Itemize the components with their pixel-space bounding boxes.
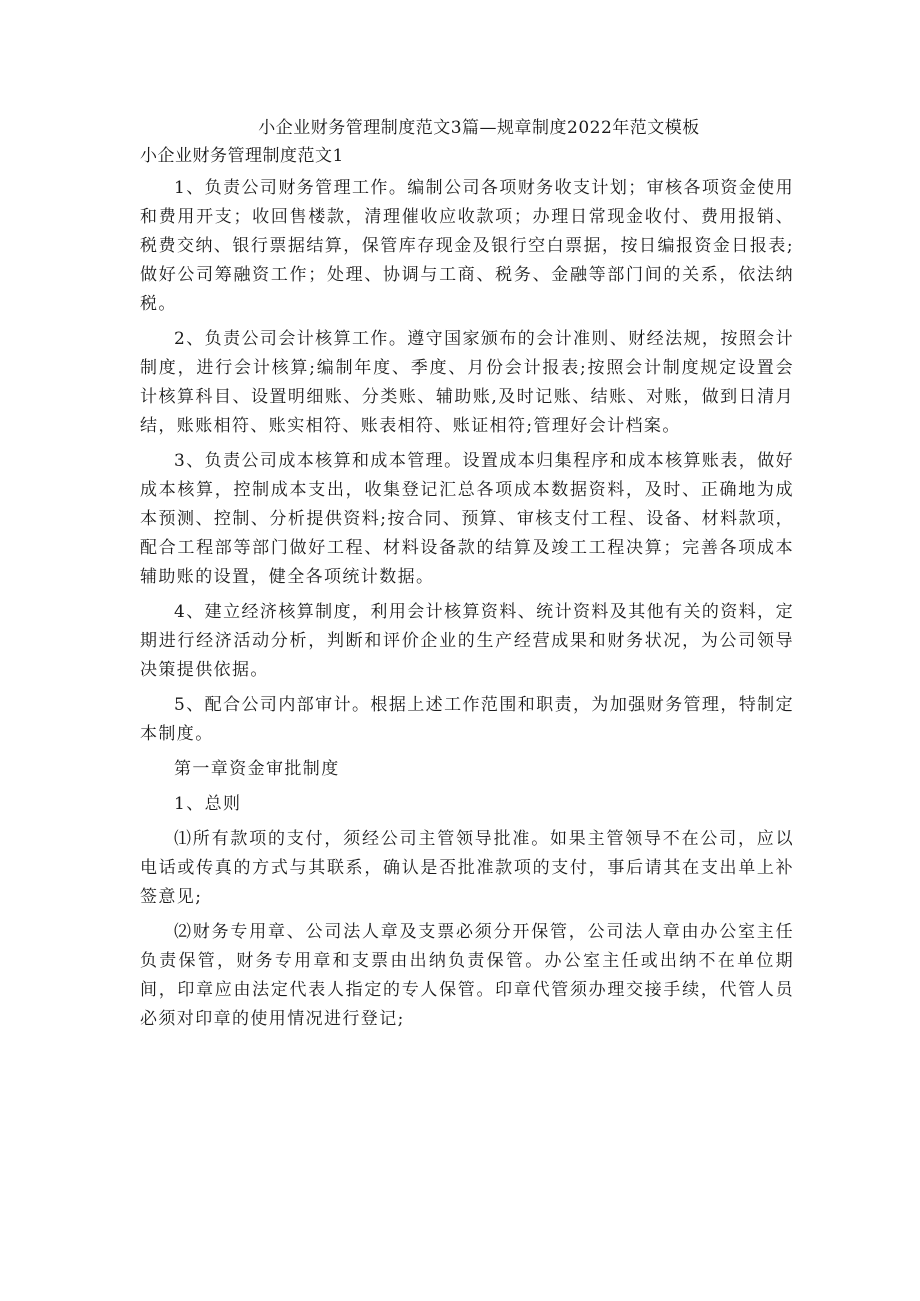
rule-2: ⑵财务专用章、公司法人章及支票必须分开保管，公司法人章由办公室主任负责保管，财务专用章和支票由出纳负责保管。办公室主任或出纳不在单位期间，印章应由法定代表人指定的专人保管。印章代管须办理交接手续，代管人员必须对印章的使用情况进行登记; [140,922,794,1029]
document-title: 小企业财务管理制度范文3篇—规章制度2022年范文模板 [258,118,700,138]
chapter-title: 第一章资金审批制度 [174,759,340,779]
paragraph-4: 4、建立经济核算制度，利用会计核算资料、统计资料及其他有关的资料，定期进行经济活动分析，判断和评价企业的生产经营成果和财务状况，为公司领导决策提供依据。 [140,602,794,680]
paragraph-2: 2、负责公司会计核算工作。遵守国家颁布的会计准则、财经法规，按照会计制度，进行会计核算;编制年度、季度、月份会计报表;按照会计制度规定设置会计核算科目、设置明细账、分类账、辅助账,及时记账、结账、对账，做到日清月结，账账相符、账实相符、账表相符、账证相符;管理好会计档案。 [140,329,794,436]
paragraph-5: 5、配合公司内部审计。根据上述工作范围和职责，为加强财务管理，特制定本制度。 [140,695,794,744]
subsection-title: 1、总则 [174,794,242,814]
rule-1: ⑴所有款项的支付，须经公司主管领导批准。如果主管领导不在公司，应以电话或传真的方式与其联系，确认是否批准款项的支付，事后请其在支出单上补签意见; [140,829,794,907]
section-title: 小企业财务管理制度范文1 [140,146,344,166]
document-page [140,114,794,1040]
paragraph-3: 3、负责公司成本核算和成本管理。设置成本归集程序和成本核算账表，做好成本核算，控制成本支出，收集登记汇总各项成本数据资料，及时、正确地为成本预测、控制、分析提供资料;按合同、预算、审核支付工程、设备、材料款项，配合工程部等部门做好工程、材料设备款的结算及竣工工程决算；完善各项成本辅助账的设置，健全各项统计数据。 [140,451,794,587]
paragraph-1: 1、负责公司财务管理工作。编制公司各项财务收支计划；审核各项资金使用和费用开支；收回售楼款，清理催收应收款项；办理日常现金收付、费用报销、税费交纳、银行票据结算，保管库存现金及银行空白票据，按日编报资金日报表;做好公司筹融资工作；处理、协调与工商、税务、金融等部门间的关系，依法纳税。 [140,178,794,314]
